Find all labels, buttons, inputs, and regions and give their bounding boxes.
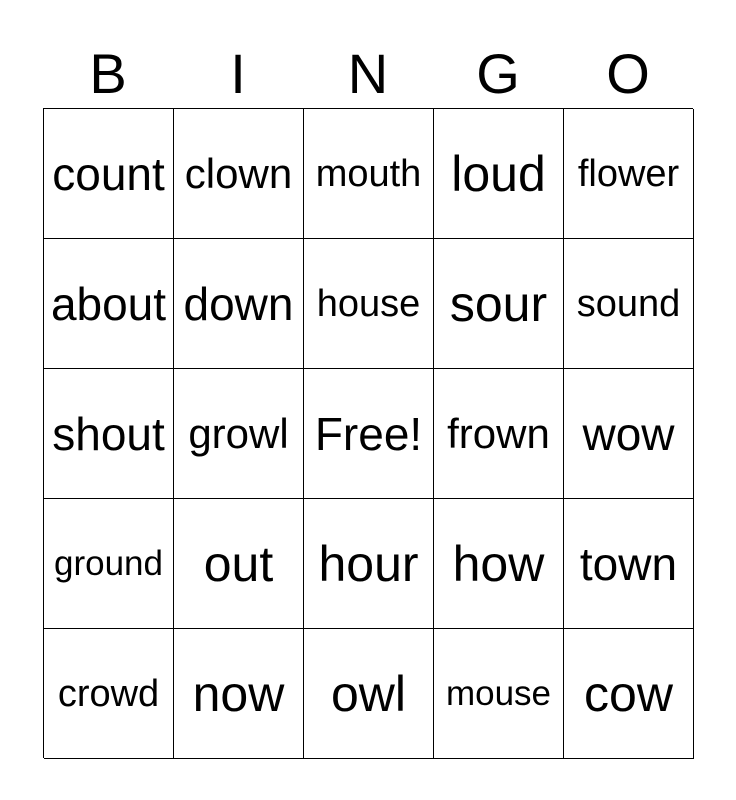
header-letter-n: N	[347, 42, 389, 105]
bingo-cell[interactable]: town	[564, 499, 694, 629]
bingo-cell[interactable]: sour	[434, 239, 564, 369]
bingo-cell[interactable]: out	[174, 499, 304, 629]
bingo-cell[interactable]: loud	[434, 109, 564, 239]
bingo-card	[43, 108, 693, 758]
bingo-cell[interactable]: mouth	[304, 109, 434, 239]
bingo-cell[interactable]: down	[174, 239, 304, 369]
bingo-cell[interactable]: crowd	[44, 629, 174, 759]
bingo-cell[interactable]: shout	[44, 369, 174, 499]
bingo-cell[interactable]: flower	[564, 109, 694, 239]
bingo-cell[interactable]: count	[44, 109, 174, 239]
bingo-header	[43, 40, 693, 108]
bingo-cell[interactable]: frown	[434, 369, 564, 499]
bingo-cell[interactable]: sound	[564, 239, 694, 369]
header-letter-i: I	[230, 42, 246, 105]
bingo-cell[interactable]: ground	[44, 499, 174, 629]
header-letter-g: G	[476, 42, 520, 105]
bingo-cell[interactable]: hour	[304, 499, 434, 629]
header-letter-b: B	[89, 42, 127, 105]
header-letter-o: O	[606, 42, 650, 105]
bingo-cell[interactable]: cow	[564, 629, 694, 759]
free-space-cell[interactable]: Free!	[304, 369, 434, 499]
bingo-cell[interactable]: owl	[304, 629, 434, 759]
bingo-cell[interactable]: clown	[174, 109, 304, 239]
bingo-cell[interactable]: growl	[174, 369, 304, 499]
bingo-cell[interactable]: about	[44, 239, 174, 369]
bingo-cell[interactable]: wow	[564, 369, 694, 499]
bingo-cell[interactable]: house	[304, 239, 434, 369]
bingo-cell[interactable]: now	[174, 629, 304, 759]
bingo-cell[interactable]: how	[434, 499, 564, 629]
bingo-cell[interactable]: mouse	[434, 629, 564, 759]
